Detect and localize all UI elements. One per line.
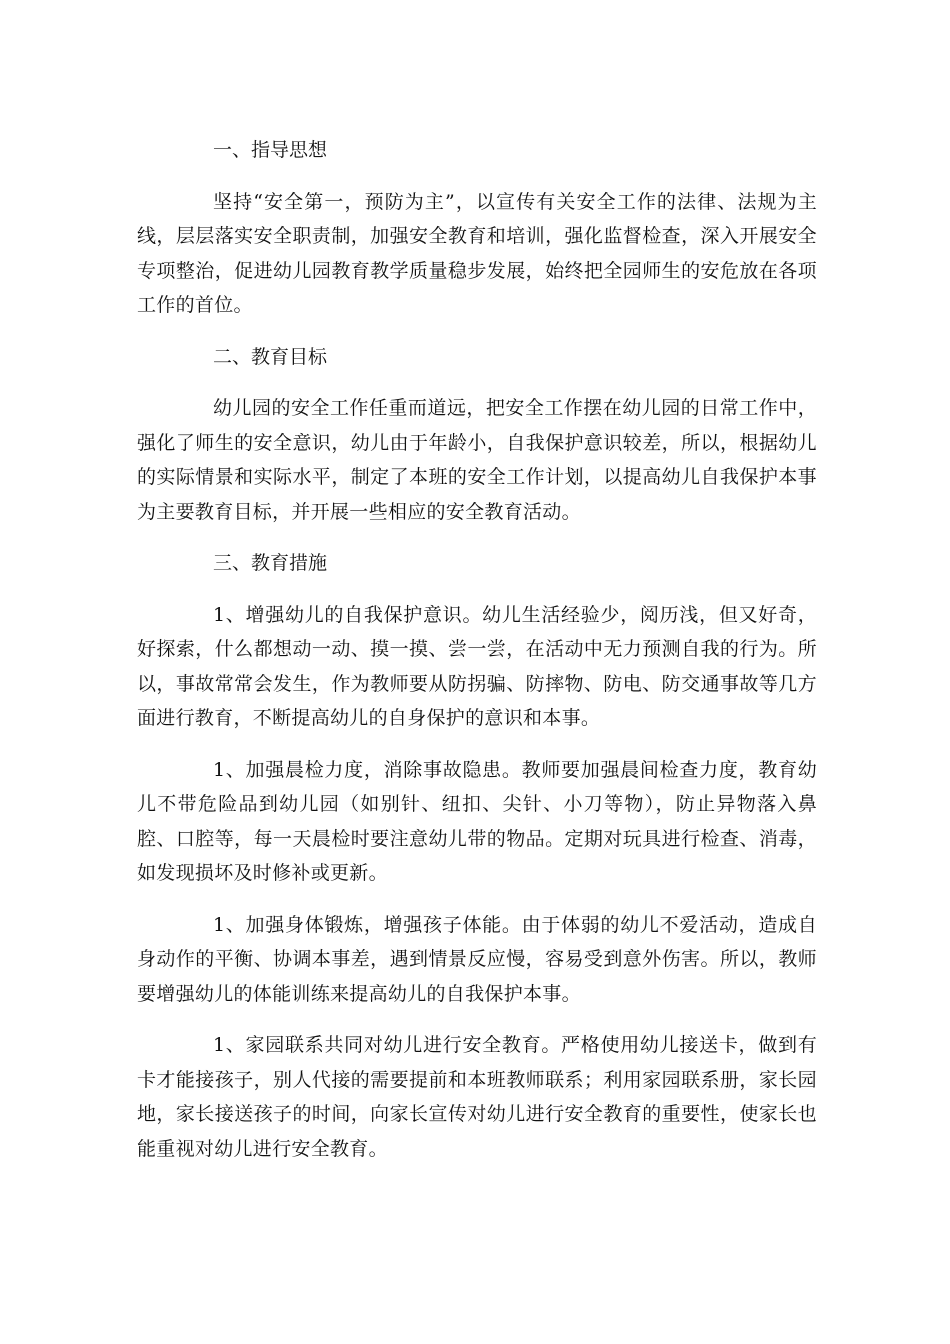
- paragraph-guiding-ideology: 坚持“安全第一，预防为主”，以宣传有关安全工作的法律、法规为主线，层层落实安全职责制，加强安全教育和培训，强化监督检查，深入开展安全专项整治，促进幼儿园教育教学质量稳步发展，始终把全园师生的安危放在各项工作的首位。: [137, 190, 817, 316]
- section-heading-guiding-ideology: 一、指导思想: [213, 139, 328, 161]
- paragraph-measure-physical-exercise: 1、加强身体锻炼，增强孩子体能。由于体弱的幼儿不爱活动，造成自身动作的平衡、协调本事差，遇到情景反应慢，容易受到意外伤害。所以，教师要增强幼儿的体能训练来提高幼儿的自我保护本事。: [137, 913, 817, 1005]
- paragraph-measure-self-protection: 1、增强幼儿的自我保护意识。幼儿生活经验少，阅历浅，但又好奇，好探索，什么都想动一动、摸一摸、尝一尝，在活动中无力预测自我的行为。所以，事故常常会发生，作为教师要从防拐骗、防摔物、防电、防交通事故等几方面进行教育，不断提高幼儿的自身保护的意识和本事。: [137, 603, 817, 729]
- paragraph-measure-morning-check: 1、加强晨检力度，消除事故隐患。教师要加强晨间检查力度，教育幼儿不带危险品到幼儿园（如别针、纽扣、尖针、小刀等物），防止异物落入鼻腔、口腔等，每一天晨检时要注意幼儿带的物品。定期对玩具进行检查、消毒，如发现损坏及时修补或更新。: [137, 758, 817, 884]
- document-body: [137, 133, 817, 1183]
- paragraph-education-goals: 幼儿园的安全工作任重而道远，把安全工作摆在幼儿园的日常工作中，强化了师生的安全意识，幼儿由于年龄小，自我保护意识较差，所以，根据幼儿的实际情景和实际水平，制定了本班的安全工作计划，以提高幼儿自我保护本事为主要教育目标，并开展一些相应的安全教育活动。: [137, 397, 817, 523]
- section-heading-education-measures: 三、教育措施: [213, 552, 328, 574]
- paragraph-measure-home-school-contact: 1、家园联系共同对幼儿进行安全教育。严格使用幼儿接送卡，做到有卡才能接孩子，别人代接的需要提前和本班教师联系；利用家园联系册，家长园地，家长接送孩子的时间，向家长宣传对幼儿进行安全教育的重要性，使家长也能重视对幼儿进行安全教育。: [137, 1034, 817, 1160]
- section-heading-education-goals: 二、教育目标: [213, 345, 328, 368]
